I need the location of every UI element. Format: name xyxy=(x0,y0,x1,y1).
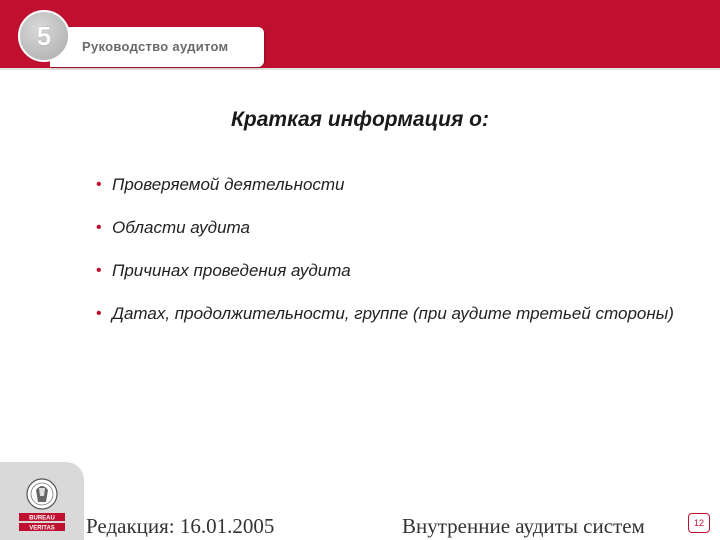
slide-heading: Краткая информация о: xyxy=(231,108,489,131)
list-item xyxy=(96,301,696,327)
section-number: 5 xyxy=(36,20,52,51)
section-title: Руководство аудитом xyxy=(82,39,229,54)
bullet-dot-icon: • xyxy=(96,305,102,322)
list-item-text: Области аудита xyxy=(112,218,250,237)
bureau-veritas-logo-icon xyxy=(16,476,68,534)
bullet-list xyxy=(96,172,696,344)
list-item-text: Причинах проведения аудита xyxy=(112,261,351,280)
section-title-tab xyxy=(50,27,264,67)
logo-text-top: BUREAU xyxy=(29,515,55,522)
page-number: 12 xyxy=(688,513,710,533)
section-number-badge xyxy=(18,10,70,62)
bullet-dot-icon: • xyxy=(96,262,102,279)
list-item-text: Датах, продолжительности, группе (при аудите третьей стороны) xyxy=(112,304,674,323)
list-item-text: Проверяемой деятельности xyxy=(112,175,345,194)
bullet-dot-icon: • xyxy=(96,219,102,236)
footer-title: Внутренние аудиты систем xyxy=(402,514,645,538)
list-item xyxy=(96,215,696,241)
footer-edition: Редакция: 16.01.2005 xyxy=(86,514,275,538)
list-item xyxy=(96,172,696,198)
list-item xyxy=(96,258,696,284)
logo-text-bottom: VERITAS xyxy=(29,525,55,532)
bullet-dot-icon: • xyxy=(96,176,102,193)
